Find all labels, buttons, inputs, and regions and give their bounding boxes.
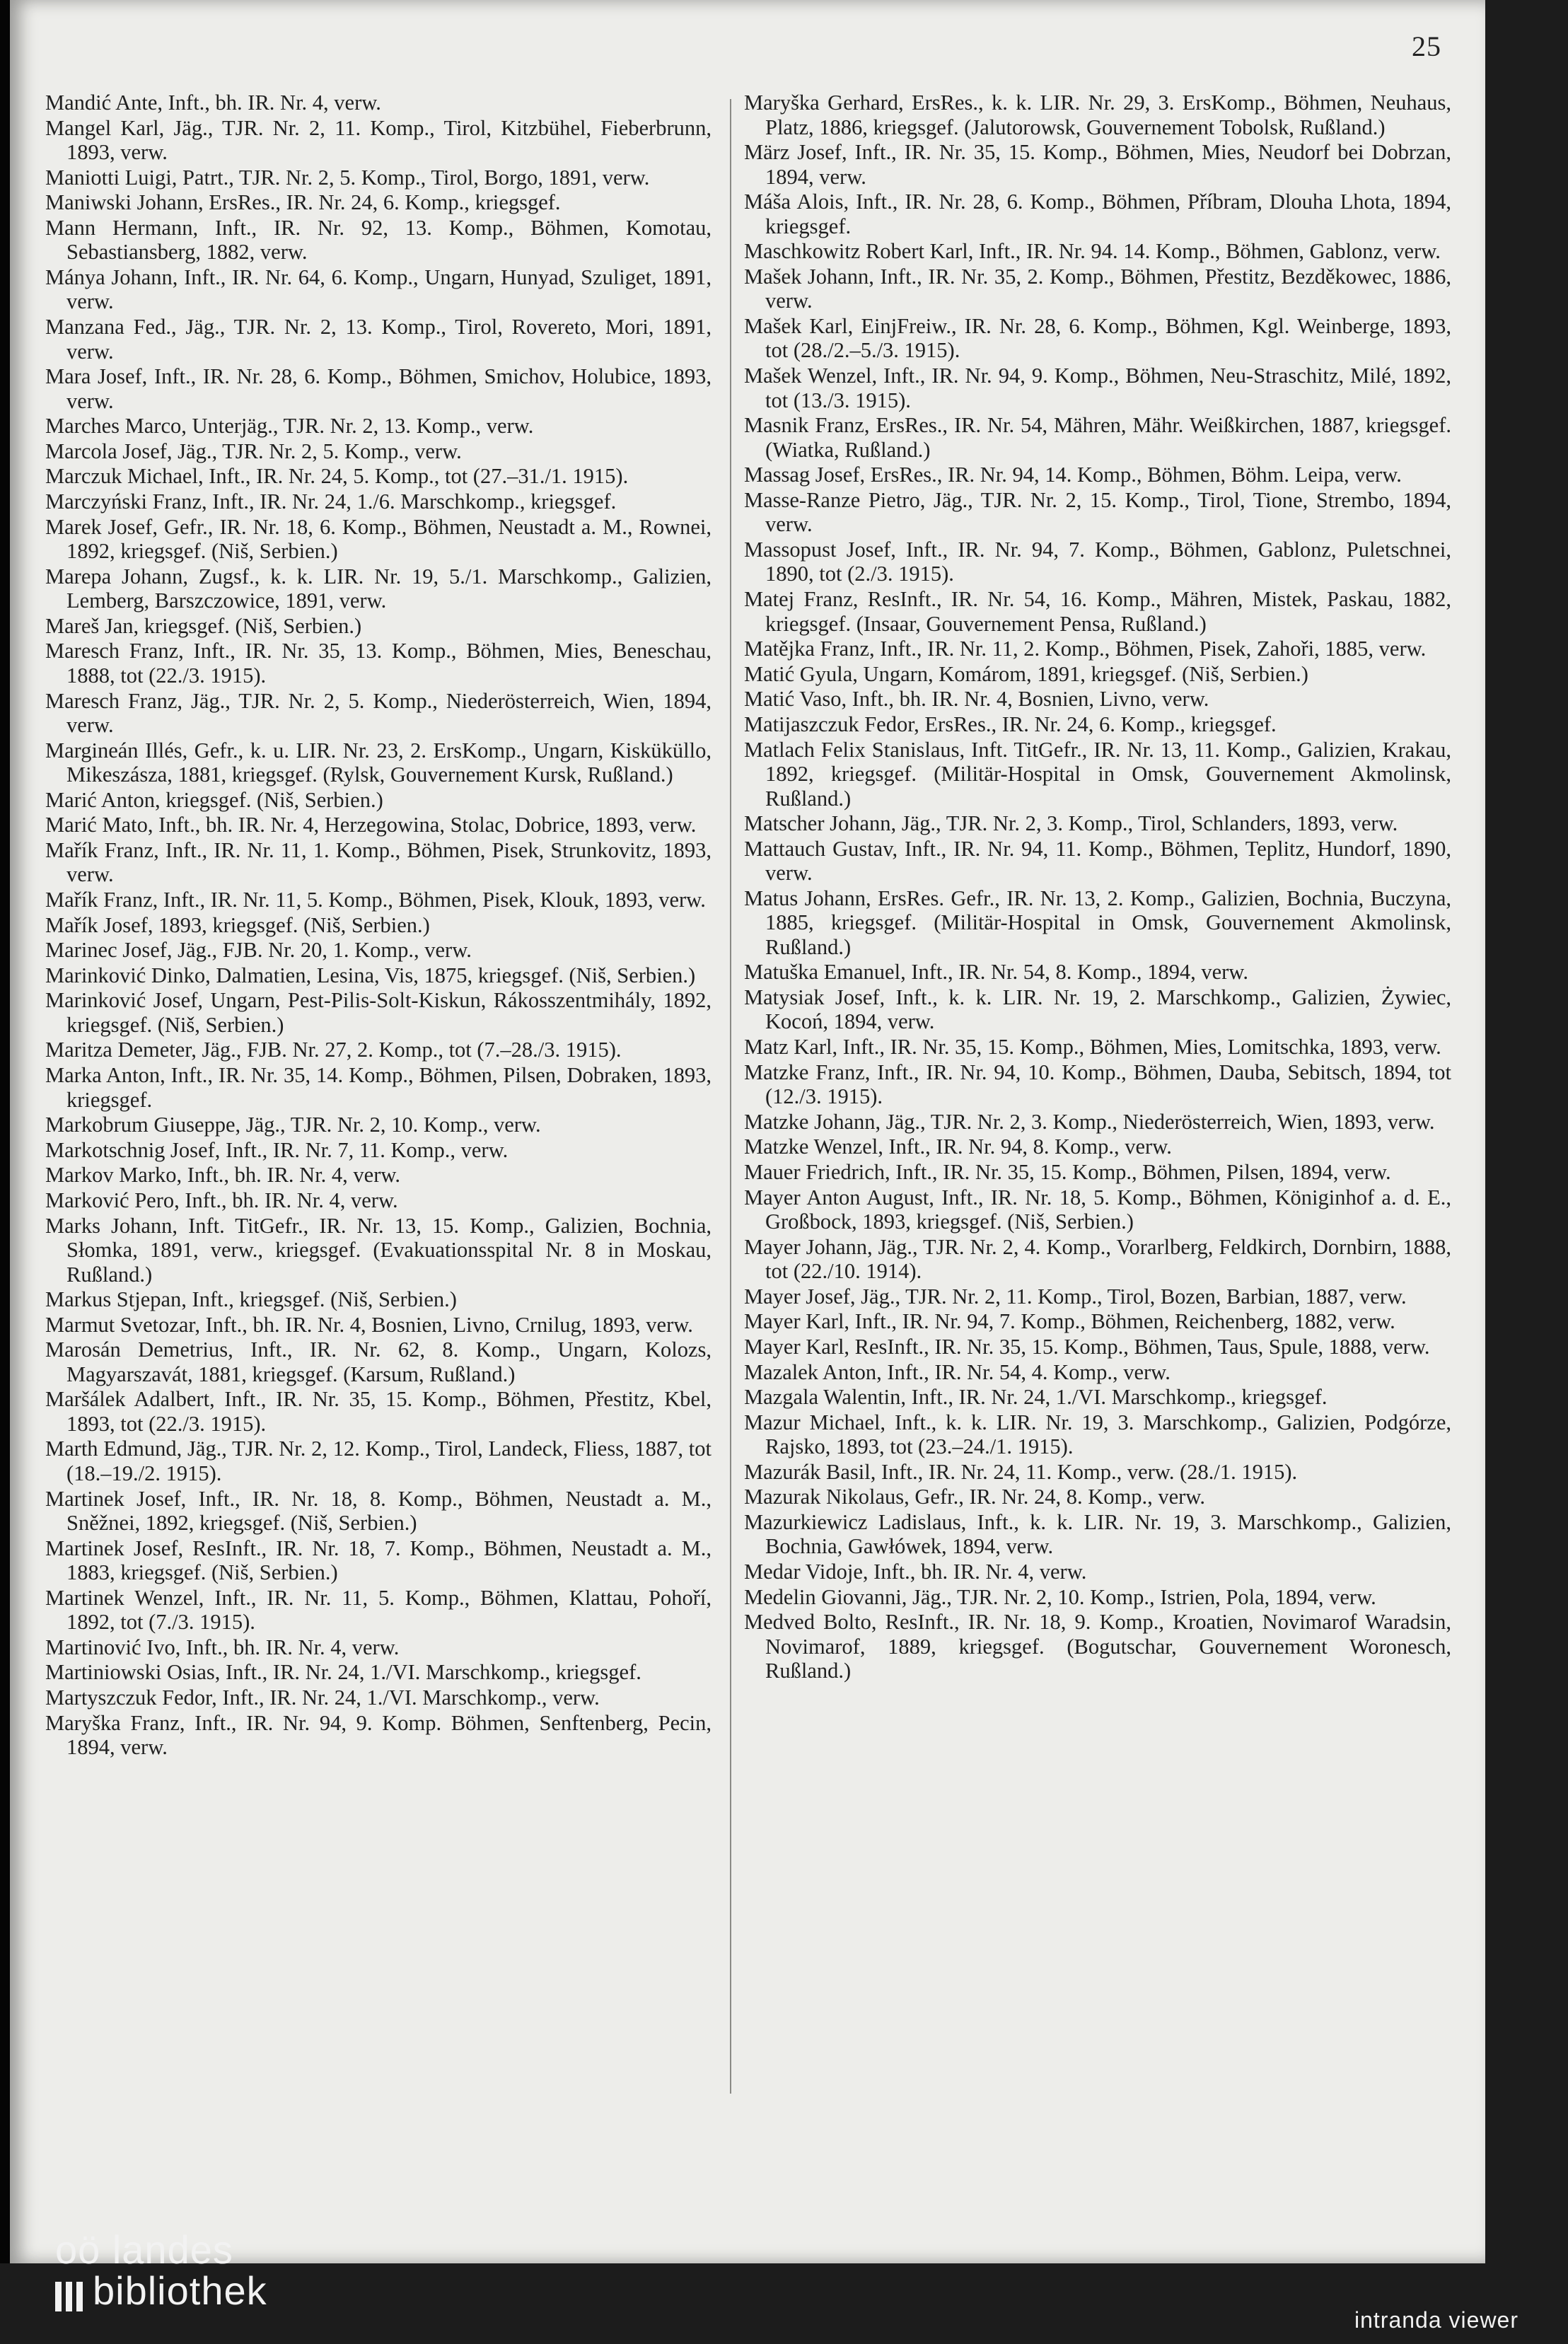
register-entry: Matlach Felix Stanislaus, Inft. TitGefr., IR. Nr. 13, 11. Komp., Galizien, Krakau, 1892, kriegsgef. (Militär-Hospital in Omsk, Gouvernement Akmolinsk, Rußland.) xyxy=(744,737,1451,811)
register-entry: Maršálek Adalbert, Inft., IR. Nr. 35, 15. Komp., Böhmen, Přestitz, Kbel, 1893, tot (22./3. 1915). xyxy=(45,1387,712,1436)
register-entry: Mangel Karl, Jäg., TJR. Nr. 2, 11. Komp., Tirol, Kitzbühel, Fieberbrunn, 1893, verw. xyxy=(45,115,712,165)
register-entry: Mazalek Anton, Inft., IR. Nr. 54, 4. Komp., verw. xyxy=(744,1359,1171,1384)
register-entry: Mayer Anton August, Inft., IR. Nr. 18, 5. Komp., Böhmen, Königinhof a. d. E., Großbock, 1893, kriegsgef. (Niš, Serbien.) xyxy=(744,1185,1451,1234)
right-column xyxy=(744,91,1451,1684)
register-entry: Massag Josef, ErsRes., IR. Nr. 94, 14. Komp., Böhmen, Böhm. Leipa, verw. xyxy=(744,463,1402,487)
register-entry: Marcola Josef, Jäg., TJR. Nr. 2, 5. Komp., verw. xyxy=(45,439,462,463)
register-entry: Martinek Josef, ResInft., IR. Nr. 18, 7. Komp., Böhmen, Neustadt a. M., 1883, kriegsgef. (Niš, Serbien.) xyxy=(45,1536,712,1585)
register-entry: Mařík Josef, 1893, kriegsgef. (Niš, Serbien.) xyxy=(45,912,430,937)
register-entry: Mazur Michael, Inft., k. k. LIR. Nr. 19, 3. Marschkomp., Galizien, Podgórze, Rajsko, 1893, tot (23.–24./1. 1915). xyxy=(744,1410,1451,1459)
register-entry: Mazgala Walentin, Inft., IR. Nr. 24, 1./VI. Marschkomp., kriegsgef. xyxy=(744,1385,1328,1410)
document-page xyxy=(10,0,1485,2263)
register-entry: Maschkowitz Robert Karl, Inft., IR. Nr. 94. 14. Komp., Böhmen, Gablonz, verw. xyxy=(744,239,1441,264)
register-entry: Marić Mato, Inft., bh. IR. Nr. 4, Herzegowina, Stolac, Dobrice, 1893, verw. xyxy=(45,813,697,837)
library-logo xyxy=(55,2229,267,2314)
register-entry: Mandić Ante, Inft., bh. IR. Nr. 4, verw. xyxy=(45,91,381,115)
register-entry: Mann Hermann, Inft., IR. Nr. 92, 13. Komp., Böhmen, Komotau, Sebastiansberg, 1882, verw. xyxy=(45,215,712,265)
register-entry: Mašek Wenzel, Inft., IR. Nr. 94, 9. Komp., Böhmen, Neu-Straschitz, Milé, 1892, tot (13./3. 1915). xyxy=(744,364,1451,412)
register-entry: Matzke Johann, Jäg., TJR. Nr. 2, 3. Komp., Niederösterreich, Wien, 1893, verw. xyxy=(744,1109,1435,1134)
register-entry: März Josef, Inft., IR. Nr. 35, 15. Komp., Böhmen, Mies, Neudorf bei Dobrzan, 1894, verw. xyxy=(744,140,1451,189)
register-entry: Mařík Franz, Inft., IR. Nr. 11, 5. Komp., Böhmen, Pisek, Klouk, 1893, verw. xyxy=(45,887,706,912)
register-entry: Matscher Johann, Jäg., TJR. Nr. 2, 3. Komp., Tirol, Schlanders, 1893, verw. xyxy=(744,811,1398,836)
register-entry: Maryška Franz, Inft., IR. Nr. 94, 9. Komp. Böhmen, Senftenberg, Pecin, 1894, verw. xyxy=(45,1710,712,1760)
register-entry: Matzke Wenzel, Inft., IR. Nr. 94, 8. Komp., verw. xyxy=(744,1135,1172,1159)
logo-line-2: bibliothek xyxy=(93,2268,267,2313)
book-spine xyxy=(0,0,10,2344)
register-entry: Mánya Johann, Inft., IR. Nr. 64, 6. Komp., Ungarn, Hunyad, Szuliget, 1891, verw. xyxy=(45,265,712,314)
register-entry: Medar Vidoje, Inft., bh. IR. Nr. 4, verw. xyxy=(744,1560,1087,1584)
register-entry: Matuška Emanuel, Inft., IR. Nr. 54, 8. Komp., 1894, verw. xyxy=(744,960,1248,985)
register-entry: Manzana Fed., Jäg., TJR. Nr. 2, 13. Komp., Tirol, Rovereto, Mori, 1891, verw. xyxy=(45,315,712,364)
register-entry: Matzke Franz, Inft., IR. Nr. 94, 10. Komp., Böhmen, Dauba, Sebitsch, 1894, tot (12./3. 1915). xyxy=(744,1060,1451,1109)
register-entry: Maresch Franz, Jäg., TJR. Nr. 2, 5. Komp., Niederösterreich, Wien, 1894, verw. xyxy=(45,688,712,737)
register-entry: Mayer Josef, Jäg., TJR. Nr. 2, 11. Komp., Tirol, Bozen, Barbian, 1887, verw. xyxy=(744,1284,1407,1309)
register-entry: Marth Edmund, Jäg., TJR. Nr. 2, 12. Komp., Tirol, Landeck, Fliess, 1887, tot (18.–19./2. 1915). xyxy=(45,1437,712,1485)
register-entry: Markotschnig Josef, Inft., IR. Nr. 7, 11. Komp., verw. xyxy=(45,1137,509,1162)
register-entry: Martinek Josef, Inft., IR. Nr. 18, 8. Komp., Böhmen, Neustadt a. M., Sněžnei, 1892, kriegsgef. (Niš, Serbien.) xyxy=(45,1486,712,1536)
register-entry: Medelin Giovanni, Jäg., TJR. Nr. 2, 10. Komp., Istrien, Pola, 1894, verw. xyxy=(744,1584,1376,1609)
register-entry: Marks Johann, Inft. TitGefr., IR. Nr. 13, 15. Komp., Galizien, Bochnia, Słomka, 1891, verw., kriegsgef. (Evakuationsspital Nr. 8 in Moskau, Rußland.) xyxy=(45,1213,712,1287)
register-entry: Marinković Josef, Ungarn, Pest-Pilis-Solt-Kiskun, Rákosszentmihály, 1892, kriegsgef. (Niš, Serbien.) xyxy=(45,988,712,1037)
register-entry: Martiniowski Osias, Inft., IR. Nr. 24, 1./VI. Marschkomp., kriegsgef. xyxy=(45,1660,641,1685)
register-entry: Marek Josef, Gefr., IR. Nr. 18, 6. Komp., Böhmen, Neustadt a. M., Rownei, 1892, kriegsgef. (Niš, Serbien.) xyxy=(45,514,712,564)
register-entry: Massopust Josef, Inft., IR. Nr. 94, 7. Komp., Böhmen, Gablonz, Puletschnei, 1890, tot (2./3. 1915). xyxy=(744,537,1451,586)
register-entry: Mayer Karl, ResInft., IR. Nr. 35, 15. Komp., Böhmen, Taus, Spule, 1888, verw. xyxy=(744,1334,1430,1359)
register-entry: Matysiak Josef, Inft., k. k. LIR. Nr. 19, 2. Marschkomp., Galizien, Żywiec, Kocoń, 1894, verw. xyxy=(744,985,1451,1034)
register-entry: Mauer Friedrich, Inft., IR. Nr. 35, 15. Komp., Böhmen, Pilsen, 1894, verw. xyxy=(744,1159,1391,1184)
register-entry: Margineán Illés, Gefr., k. u. LIR. Nr. 23, 2. ErsKomp., Ungarn, Kisküküllo, Mikeszásza, 1881, kriegsgef. (Rylsk, Gouvernement Kursk, Rußland.) xyxy=(45,738,712,787)
register-entry: Matějka Franz, Inft., IR. Nr. 11, 2. Komp., Böhmen, Pisek, Zahoři, 1885, verw. xyxy=(744,637,1427,661)
register-entry: Mayer Johann, Jäg., TJR. Nr. 2, 4. Komp., Vorarlberg, Feldkirch, Dornbirn, 1888, tot (22./10. 1914). xyxy=(744,1234,1451,1284)
register-entry: Martinek Wenzel, Inft., IR. Nr. 11, 5. Komp., Böhmen, Klattau, Pohoří, 1892, tot (7./3. 1915). xyxy=(45,1585,712,1635)
register-entry: Marković Pero, Inft., bh. IR. Nr. 4, verw. xyxy=(45,1188,398,1212)
register-entry: Markobrum Giuseppe, Jäg., TJR. Nr. 2, 10. Komp., verw. xyxy=(45,1113,541,1137)
register-entry: Mazurak Nikolaus, Gefr., IR. Nr. 24, 8. Komp., verw. xyxy=(744,1485,1205,1509)
register-entry: Masse-Ranze Pietro, Jäg., TJR. Nr. 2, 15. Komp., Tirol, Tione, Strembo, 1894, verw. xyxy=(744,487,1451,537)
register-entry: Mayer Karl, Inft., IR. Nr. 94, 7. Komp., Böhmen, Reichenberg, 1882, verw. xyxy=(744,1309,1395,1334)
register-entry: Marczuk Michael, Inft., IR. Nr. 24, 5. Komp., tot (27.–31./1. 1915). xyxy=(45,464,629,489)
register-entry: Mattauch Gustav, Inft., IR. Nr. 94, 11. Komp., Böhmen, Teplitz, Hundorf, 1890, verw. xyxy=(744,836,1451,886)
register-entry: Markov Marko, Inft., bh. IR. Nr. 4, verw. xyxy=(45,1163,401,1188)
register-entry: Marinković Dinko, Dalmatien, Lesina, Vis, 1875, kriegsgef. (Niš, Serbien.) xyxy=(45,963,696,987)
register-entry: Mara Josef, Inft., IR. Nr. 28, 6. Komp., Böhmen, Smichov, Holubice, 1893, verw. xyxy=(45,364,712,413)
register-entry: Mašek Johann, Inft., IR. Nr. 35, 2. Komp., Böhmen, Přestitz, Bezděkowec, 1886, verw. xyxy=(744,264,1451,313)
register-entry: Matus Johann, ErsRes. Gefr., IR. Nr. 13, 2. Komp., Galizien, Bochnia, Buczyna, 1885, kriegsgef. (Militär-Hospital in Omsk, Gouvernement Akmolinsk, Rußland.) xyxy=(744,886,1451,959)
register-entry: Maritza Demeter, Jäg., FJB. Nr. 27, 2. Komp., tot (7.–28./3. 1915). xyxy=(45,1038,622,1062)
register-entry: Mazurák Basil, Inft., IR. Nr. 24, 11. Komp., verw. (28./1. 1915). xyxy=(744,1459,1298,1484)
register-entry: Maryška Gerhard, ErsRes., k. k. LIR. Nr. 29, 3. ErsKomp., Böhmen, Neuhaus, Platz, 1886, kriegsgef. (Jalutorowsk, Gouvernement Tobolsk, Rußland.) xyxy=(744,91,1451,139)
register-entry: Matić Vaso, Inft., bh. IR. Nr. 4, Bosnien, Livno, verw. xyxy=(744,687,1209,712)
register-entry: Maniwski Johann, ErsRes., IR. Nr. 24, 6. Komp., kriegsgef. xyxy=(45,190,561,215)
page-number: 25 xyxy=(1412,30,1441,62)
register-entry: Marches Marco, Unterjäg., TJR. Nr. 2, 13. Komp., verw. xyxy=(45,414,534,439)
register-entry: Martyszczuk Fedor, Inft., IR. Nr. 24, 1./VI. Marschkomp., verw. xyxy=(45,1686,600,1710)
register-entry: Martinović Ivo, Inft., bh. IR. Nr. 4, verw. xyxy=(45,1635,400,1659)
register-entry: Máša Alois, Inft., IR. Nr. 28, 6. Komp., Böhmen, Příbram, Dlouha Lhota, 1894, kriegsgef. xyxy=(744,190,1451,238)
register-entry: Matić Gyula, Ungarn, Komárom, 1891, kriegsgef. (Niš, Serbien.) xyxy=(744,661,1308,686)
register-entry: Markus Stjepan, Inft., kriegsgef. (Niš, Serbien.) xyxy=(45,1287,457,1312)
register-entry: Marmut Svetozar, Inft., bh. IR. Nr. 4, Bosnien, Livno, Crnilug, 1893, verw. xyxy=(45,1312,693,1337)
register-entry: Marinec Josef, Jäg., FJB. Nr. 20, 1. Komp., verw. xyxy=(45,938,472,963)
register-entry: Marosán Demetrius, Inft., IR. Nr. 62, 8. Komp., Ungarn, Kolozs, Magyarszavát, 1881, kriegsgef. (Karsum, Rußland.) xyxy=(45,1338,712,1386)
register-entry: Marić Anton, kriegsgef. (Niš, Serbien.) xyxy=(45,787,383,812)
register-entry: Marepa Johann, Zugsf., k. k. LIR. Nr. 19, 5./1. Marschkomp., Galizien, Lemberg, Barszczowice, 1891, verw. xyxy=(45,564,712,613)
left-column xyxy=(45,91,712,1760)
register-entry: Masnik Franz, ErsRes., IR. Nr. 54, Mähren, Mähr. Weißkirchen, 1887, kriegsgef. (Wiatka, Rußland.) xyxy=(744,413,1451,462)
register-entry: Medved Bolto, ResInft., IR. Nr. 18, 9. Komp., Kroatien, Novimarof Waradsin, Novimarof, 1889, kriegsgef. (Bogutschar, Gouvernement Woronesch, Rußland.) xyxy=(744,1610,1451,1683)
register-entry: Matijaszczuk Fedor, ErsRes., IR. Nr. 24, 6. Komp., kriegsgef. xyxy=(744,712,1277,736)
register-entry: Maniotti Luigi, Patrt., TJR. Nr. 2, 5. Komp., Tirol, Borgo, 1891, verw. xyxy=(45,165,650,190)
register-entry: Mašek Karl, EinjFreiw., IR. Nr. 28, 6. Komp., Böhmen, Kgl. Weinberge, 1893, tot (28./2.–5./3. 1915). xyxy=(744,313,1451,363)
register-entry: Matej Franz, ResInft., IR. Nr. 54, 16. Komp., Mähren, Mistek, Paskau, 1882, kriegsgef. (Insaar, Gouvernement Pensa, Rußland.) xyxy=(744,587,1451,636)
register-entry: Mařík Franz, Inft., IR. Nr. 11, 1. Komp., Böhmen, Pisek, Strunkovitz, 1893, verw. xyxy=(45,837,712,887)
column-divider xyxy=(730,99,731,2094)
register-entry: Marczyński Franz, Inft., IR. Nr. 24, 1./6. Marschkomp., kriegsgef. xyxy=(45,489,617,514)
logo-bars-icon xyxy=(55,2273,87,2314)
register-entry: Maresch Franz, Inft., IR. Nr. 35, 13. Komp., Böhmen, Mies, Beneschau, 1888, tot (22./3. 1915). xyxy=(45,639,712,687)
register-entry: Matz Karl, Inft., IR. Nr. 35, 15. Komp., Böhmen, Mies, Lomitschka, 1893, verw. xyxy=(744,1035,1441,1060)
register-entry: Mareš Jan, kriegsgef. (Niš, Serbien.) xyxy=(45,613,362,638)
register-entry: Mazurkiewicz Ladislaus, Inft., k. k. LIR. Nr. 19, 3. Marschkomp., Galizien, Bochnia, Gawłówek, 1894, verw. xyxy=(744,1509,1451,1559)
viewer-label: intranda viewer xyxy=(1354,2307,1518,2333)
register-entry: Marka Anton, Inft., IR. Nr. 35, 14. Komp., Böhmen, Pilsen, Dobraken, 1893, kriegsgef. xyxy=(45,1063,712,1112)
logo-line-1: oö landes xyxy=(55,2227,233,2272)
